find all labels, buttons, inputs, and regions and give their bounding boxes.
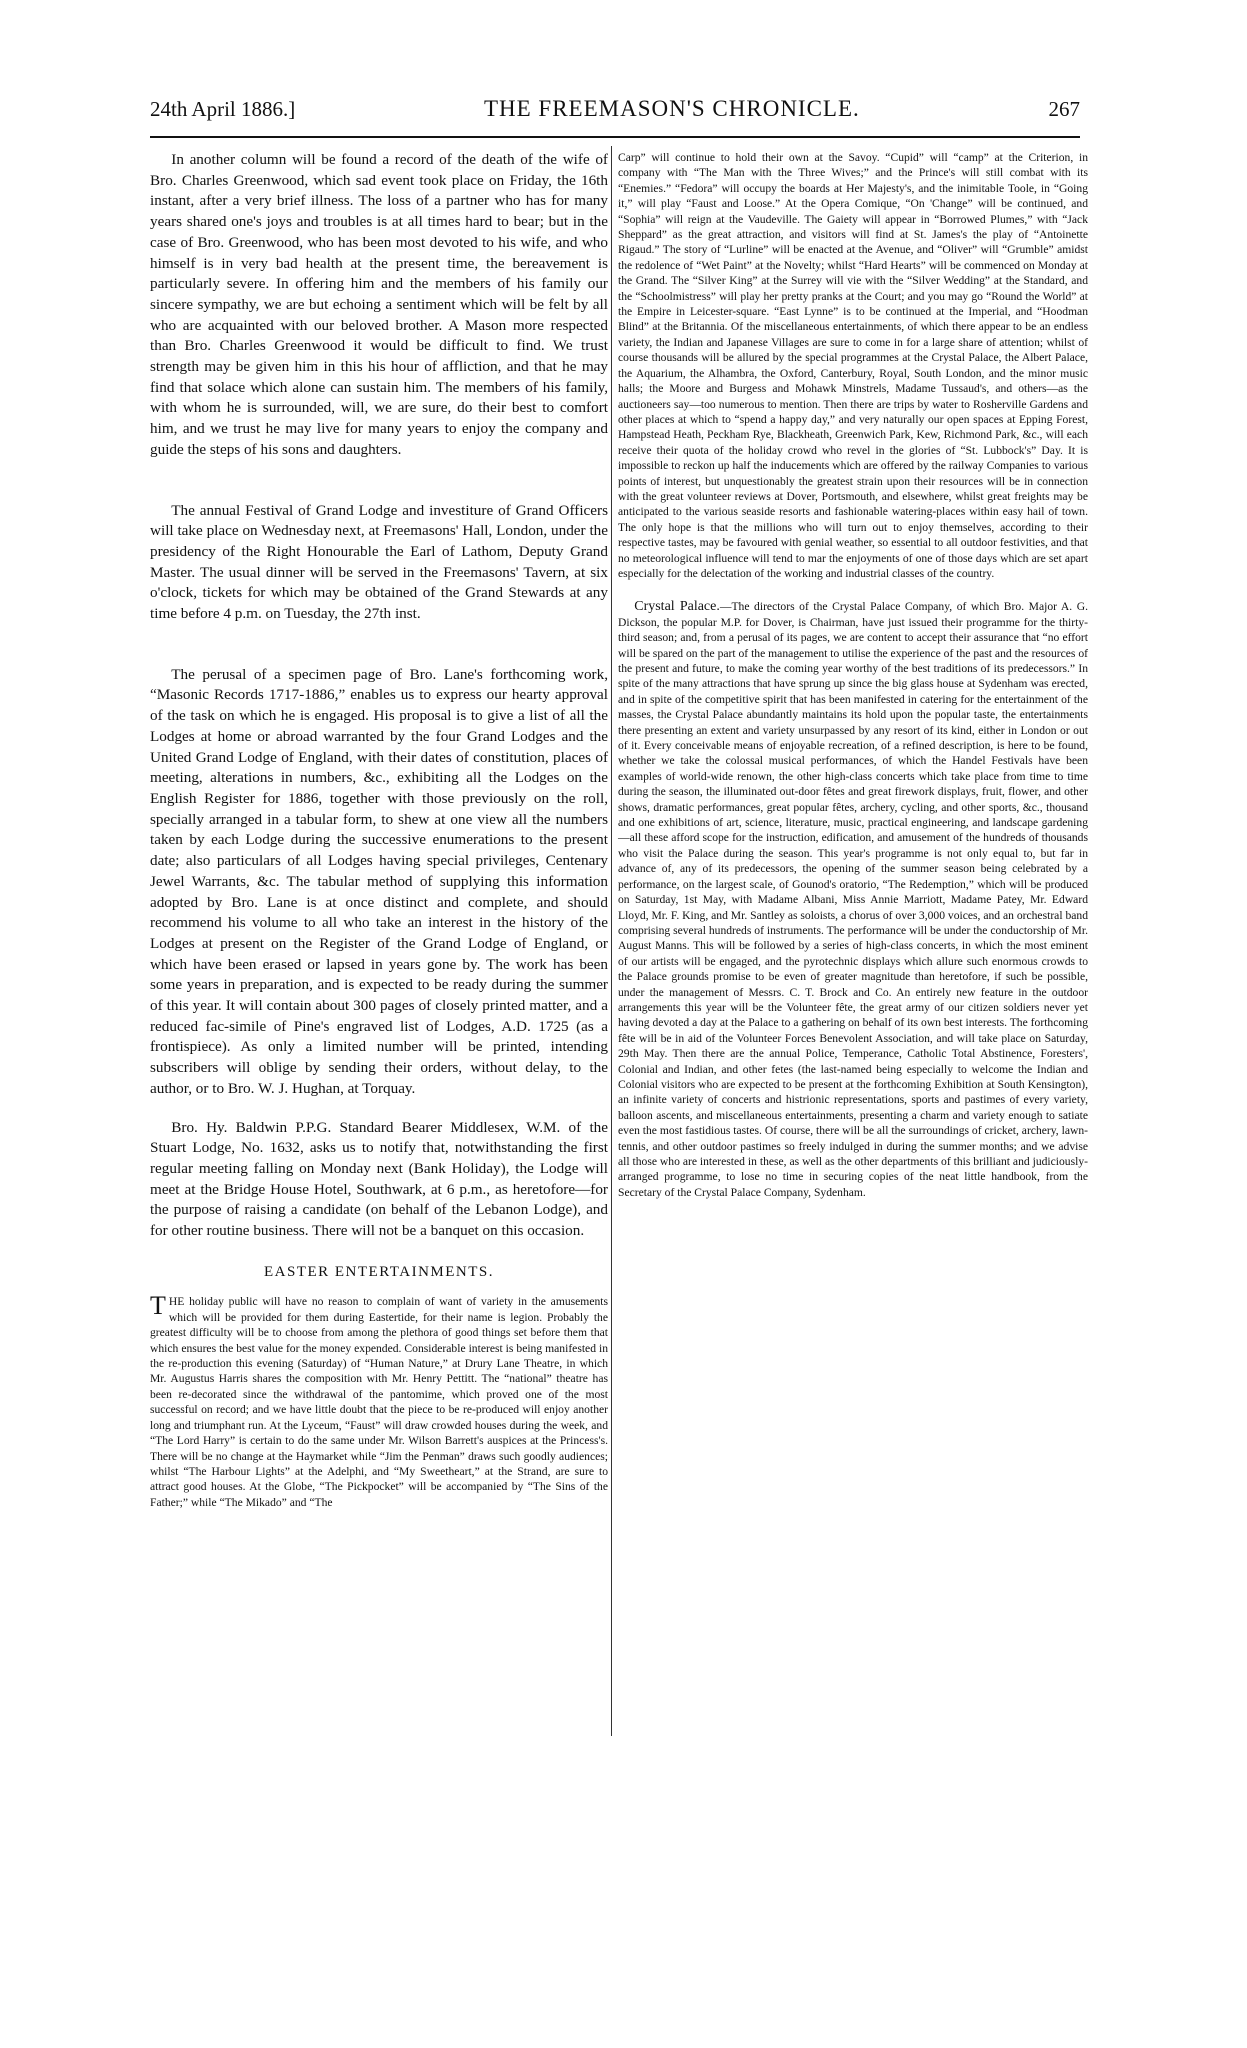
section-heading-easter: EASTER ENTERTAINMENTS.: [263, 1263, 495, 1280]
paragraph-gap: [150, 625, 608, 665]
right-column: [618, 150, 1088, 1200]
masthead: [150, 96, 1080, 138]
paragraph-grand-lodge-festival: The annual Festival of Grand Lodge and investiture of Grand Officers will take place on Wednesday next, at Freemasons' Hall, London, under the presidency of the Right Honourable the Earl of Lathom, Deputy Grand Master. The usual dinner will be served in the Freemasons' Tavern, at six o'clock, tickets for which may be obtained of the Grand Stewards at any time before 4 p.m. on Tuesday, the 27th inst.: [150, 501, 608, 623]
paragraph-stuart-lodge: Bro. Hy. Baldwin P.P.G. Standard Bearer Middlesex, W.M. of the Stuart Lodge, No. 1632, asks us to notify that, notwithstanding the first regular meeting falling on Monday next (Bank Holiday), the Lodge will meet at the Bridge House Hotel, Southwark, at 6 p.m., as heretofore—for the purpose of raising a candidate (on behalf of the Lebanon Lodge), and for other routine business. There will not be a banquet on this occasion.: [150, 1118, 608, 1240]
paragraph-gap: [618, 581, 1088, 599]
crystal-palace-body: —The directors of the Crystal Palace Company, of which Bro. Major A. G. Dickson, the popular M.P. for Dover, is Chairman, have just issued their programme for the thirty-third season; and, from a perusal of its pages, we are content to accept their assurance that “no effort will be spared on the part of the management to utilise the experience of the past and the resources of the present and future, to make the coming year worthy of the best traditions of its predecessors.” In spite of the many attractions that have sprung up since the big glass house at Sydenham was erected, and in spite of the competitive spirit that has been manifested in catering for the entertainment of the masses, the Crystal Palace abundantly maintains its hold upon the popular taste, the entertainments there presenting an extent and variety unsurpassed by any resort of its kind, either in London or out of it. Every conceivable means of enjoyable recreation, of a refined description, is here to be found, whether we take the colossal musical performances, of which the Handel Festivals have been examples of world-wide renown, the other high-class concerts which take place from time to time during the season, the illuminated out-door fêtes and great firework displays, fruit, flower, and other shows, dramatic performances, great popular fêtes, archery, cycling, and other sports, &c., thousand and one exhibitions of art, science, literature, music, practical engineering, and landscape gardening—all these afford scope for the instruction, edification, and amusement of the hundreds of thousands who visit the Palace during the season. This year's programme is not only equal to, but far in advance of, any of its predecessors, the opening of the summer season being celebrated by a performance, on the largest scale, of Gounod's oratorio, “The Redemption,” which will be produced on Saturday, 1st May, with Madame Albani, Miss Annie Marriott, Madame Patey, Mr. Edward Lloyd, Mr. F. King, and Mr. Santley as soloists, a chorus of over 3,000 voices, and an orchestral band comprising several hundreds of instruments. The performance will be under the conductorship of Mr. August Manns. This will be followed by a series of high-class concerts, in which the most eminent of our artists will be engaged, and the pyrotechnic displays which allure such enormous crowds to the Palace grounds promise to be even of greater magnitude than heretofore, if such be possible, under the management of Messrs. C. T. Brock and Co. An entirely new feature in the outdoor arrangements this year will be the Volunteer fête, the great army of our citizen soldiers never yet having devoted a day at the Palace to a gathering on behalf of its own best interests. The forthcoming fête will be in aid of the Volunteer Forces Benevolent Association, and will take place on Saturday, 29th May. Then there are the annual Police, Temperance, Catholic Total Abstinence, Foresters', Colonial and Indian, and other fetes (the last-named being especially to welcome the Indian and Colonial visitors who are expected to be present at the forthcoming Exhibition at South Kensington), an infinite variety of concerts and histrionic representations, sports and pastimes of every variety, balloon ascents, and miscellaneous entertainments, presenting a charm and variety enough to satiate even the most fastidious tastes. Of course, there will be all the surroundings of cricket, archery, lawn-tennis, and other outdoor pastimes so freely indulged in during the summer months; and we advise all those who are interested in these, as well as the other departments of this brilliant and judiciously-arranged programme, to lose no time in securing copies of the neat little handbook, from the Secretary of the Crystal Palace Company, Sydenham.: [618, 600, 1088, 1199]
paragraph-gap: [150, 461, 608, 501]
crystal-palace-lead: Crystal Palace.: [634, 599, 720, 615]
paragraph-greenwood-obituary: In another column will be found a record of the death of the wife of Bro. Charles Greenwood, which sad event took place on Friday, the 16th instant, after a very brief illness. The loss of a partner who has for many years shared one's joys and troubles is at all times hard to bear; but in the case of Bro. Greenwood, who has been most devoted to his wife, and who himself is in very bad health at the present time, the bereavement is particularly severe. In offering him and the members of his family our sincere sympathy, we are but echoing a sentiment which will be felt by all who are acquainted with our beloved brother. A Mason more respected than Bro. Charles Greenwood it would be difficult to find. We trust strength may be given him in this his hour of affliction, and that he may find that solace which alone can sustain him. The members of his family, with whom he is surrounded, will, we are sure, do their best to comfort him, and we trust he may live for many years to enjoy the company and guide the steps of his sons and daughters.: [150, 151, 608, 458]
issue-date: 24th April 1886.]: [150, 97, 296, 121]
page-number: 267: [1048, 97, 1080, 121]
left-column: [150, 150, 608, 1510]
paragraph-masonic-records: The perusal of a specimen page of Bro. Lane's forthcoming work, “Masonic Records 1717-1886,” enables us to express our hearty approval of the task on which he is engaged. His proposal is to give a list of all the Lodges at home or abroad warranted by the four Grand Lodges and the United Grand Lodge of England, with their dates of constitution, places of meeting, alterations in numbers, &c., exhibiting all the Lodges on the English Register for 1886, together with those previously on the roll, specially arranged in a tabular form, to shew at one view all the numbers taken by each Lodge during the successive enumerations to the present date; also particulars of all Lodges having special privileges, Centenary Jewel Warrants, &c. The tabular method of supplying this information adopted by Bro. Lane is at once distinct and complete, and should recommend his volume to all who take an interest in the history of the Lodges at present on the Register of the Grand Lodge of England, or which have been erased or lapsed in years gone by. The work has been some years in preparation, and is expected to be ready during the summer of this year. It will contain about 300 pages of closely printed matter, and a reduced fac-simile of Pine's engraved list of Lodges, A.D. 1725 (as a frontispiece). As only a limited number will be printed, intending subscribers will oblige by sending their orders, without delay, to the author, or to Bro. W. J. Hughan, at Torquay.: [150, 665, 608, 1097]
paragraph-theatres-continued: Carp” will continue to hold their own at the Savoy. “Cupid” will “camp” at the Criterion, in company with “The Man with the Three Wives;” and the Prince's will still combat with its “Enemies.” “Fedora” will occupy the boards at Her Majesty's, and the inimitable Toole, in “Going it,” will play “Faust and Loose.” At the Opera Comique, “On 'Change” will be continued, and “Sophia” will reign at the Vaudeville. The Gaiety will appear in “Borrowed Plumes,” with “Jack Sheppard” as the great attraction, and visitors will find at St. James's the play of “Antoinette Rigaud.” The story of “Lurline” will be enacted at the Avenue, and “Oliver” will “Grumble” amidst the redolence of “Wet Paint” at the Novelty; whilst “Hard Hearts” will be commenced on Monday at the Grand. The “Silver King” at the Surrey will vie with the “Silver Wedding” at the Standard, and the “Schoolmistress” will play her pretty pranks at the Court; and you may go “Round the World” at the Empire in Leicester-square. “East Lynne” is to be continued at the Imperial, and “Hoodman Blind” at the Britannia. Of the miscellaneous entertainments, of which there appear to be an endless variety, the Indian and Japanese Villages are sure to come in for a large share of attention; whilst of course thousands will be allured by the special programmes at the Crystal Palace, the Albert Palace, the Aquarium, the Alhambra, the Oxford, Canterbury, Royal, South London, and the minor music halls; the Moore and Burgess and Mohawk Minstrels, Madame Tussaud's, and others—as the auctioneers say—too numerous to mention. Then there are trips by water to Rosherville Gardens and other places at which to “spend a happy day,” and very naturally our open spaces at Epping Forest, Hampstead Heath, Peckham Rye, Blackheath, Greenwich Park, Kew, Richmond Park, &c., will each receive their quota of the holiday crowd who revel in the glories of “St. Lubbock's” Day. It is impossible to reckon up half the inducements which are offered by the railway Companies to various points of interest, but unquestionably the greatest strain upon their resources will be in connection with the great volunteer reviews at Dover, Portsmouth, and elsewhere, whilst great freights may be anticipated to the various seaside resorts and fashionable watering-places within easy hail of town. The only hope is that the millions who will turn out to enjoy themselves, according to their respective tastes, may be favoured with genial weather, so essential to all outdoor festivities, and that no meteorological influence will tend to mar the enjoyments of one of those days which are set apart especially for the delectation of the working and industrial classes of the country.: [618, 151, 1088, 580]
paragraph-easter-entertainments: THE holiday public will have no reason to complain of want of variety in the amusements which will be provided for them during Eastertide, for their name is legion. Probably the greatest difficulty will be to choose from among the plethora of good things set before them that which ensures the best value for the money expended. Considerable interest is being manifested in the re-production this evening (Saturday) of “Human Nature,” at Drury Lane Theatre, in which Mr. Augustus Harris shares the composition with Mr. Henry Pettitt. The “national” theatre has been re-decorated since the withdrawal of the pantomime, which proved one of the most successful on record; and we have little doubt that the piece to be re-produced will enjoy another long and triumphant run. At the Lyceum, “Faust” will draw crowded houses during the week, and “The Lord Harry” is certain to do the same under Mr. Wilson Barrett's auspices at the Princess's. There will be no change at the Haymarket while “Jim the Penman” draws such goodly audiences; whilst “The Harbour Lights” at the Adelphi, and “My Sweetheart,” at the Strand, are sure to attract good houses. At the Globe, “The Pickpocket” will be accompanied by “The Sins of the Father;” while “The Mikado” and “The: [150, 1291, 608, 1509]
column-divider: [611, 146, 612, 1736]
publication-title: THE FREEMASON'S CHRONICLE.: [483, 96, 860, 121]
paragraph-gap: [150, 1100, 608, 1118]
paragraph-crystal-palace: [618, 599, 1088, 1200]
